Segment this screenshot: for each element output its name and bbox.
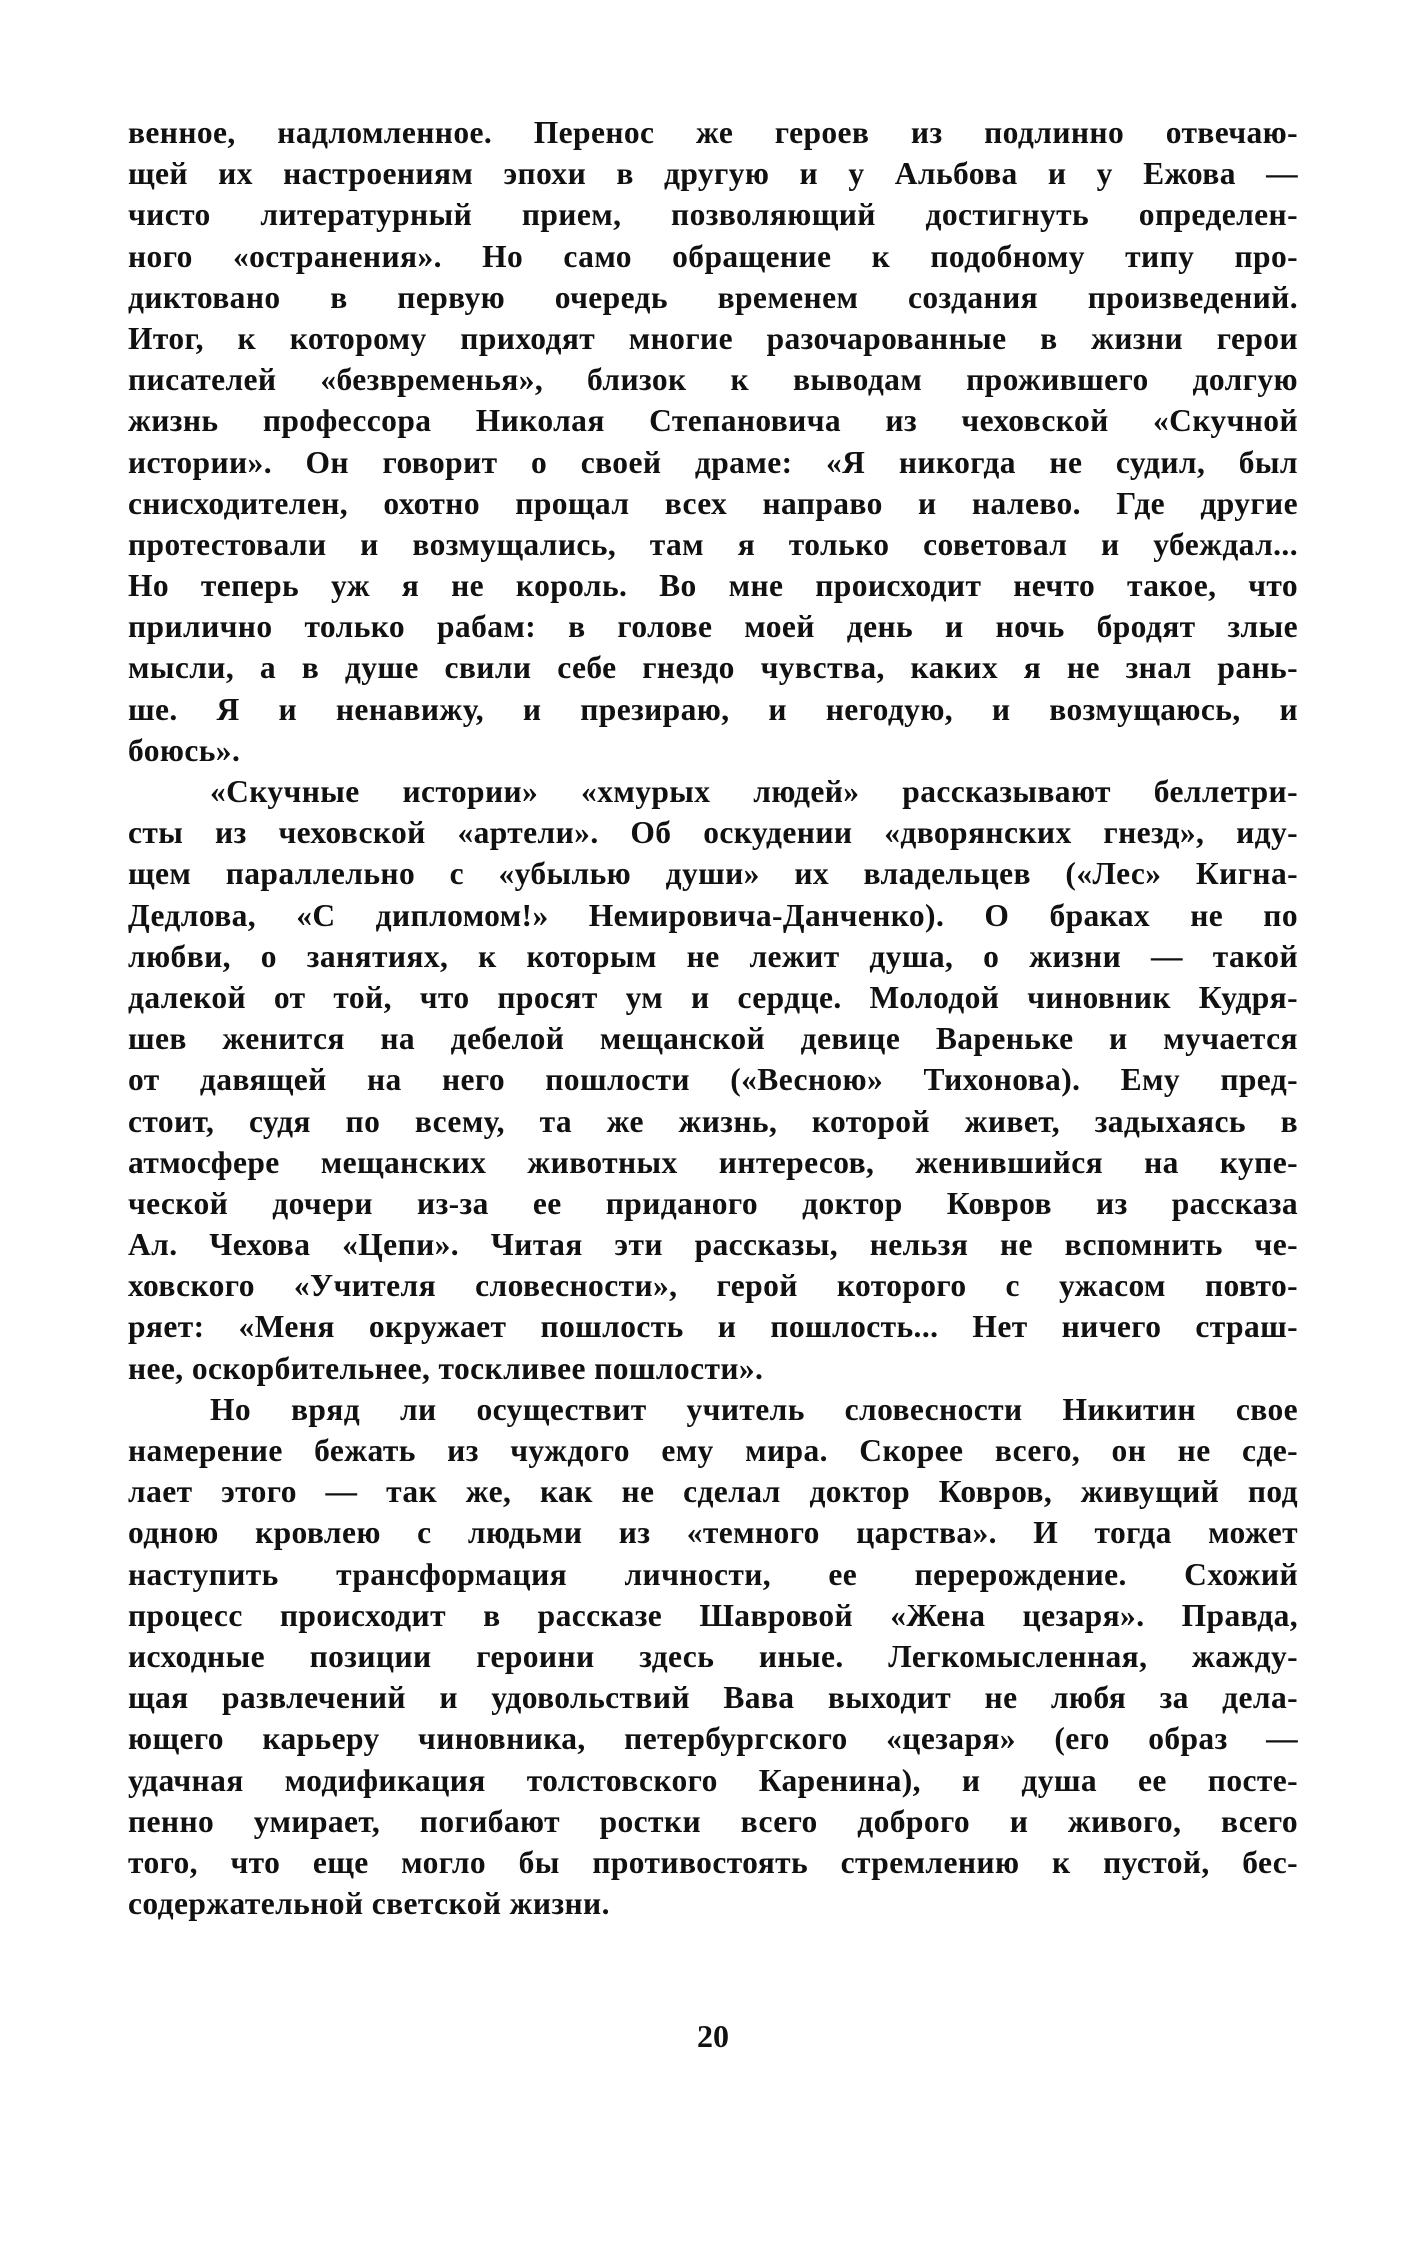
text-line: снисходителен, охотно прощал всех направо и налево. Где другие [128, 485, 1298, 521]
text-line: щей их настроениям эпохи в другую и у Альбова и у Ежова — [128, 156, 1298, 192]
text-line: атмосфере мещанских животных интересов, женившийся на купе- [128, 1144, 1298, 1180]
paragraph-2 [128, 771, 1298, 1389]
paragraph-1 [128, 112, 1298, 771]
text-line: нее, оскорбительнее, тоскливее пошлости». [128, 1350, 764, 1386]
text-line: одною кровлею с людьми из «темного царства». И тогда может [128, 1515, 1298, 1551]
text-line: мысли, а в душе свили себе гнездо чувства, каких я не знал рань- [128, 650, 1298, 686]
text-line: от давящей на него пошлости («Весною» Тихонова). Ему пред- [128, 1062, 1298, 1098]
text-line: удачная модификация толстовского Каренина), и душа ее посте- [128, 1762, 1298, 1798]
text-line: Но вряд ли осуществит учитель словесности Никитин свое [210, 1391, 1298, 1427]
text-line: щая развлечений и удовольствий Вава выходит не любя за дела- [128, 1680, 1298, 1716]
text-line: диктовано в первую очередь временем создания произведений. [128, 279, 1298, 315]
text-line: ше. Я и ненавижу, и презираю, и негодую, и возмущаюсь, и [128, 691, 1298, 727]
text-line: Ал. Чехова «Цепи». Читая эти рассказы, нельзя не вспомнить че- [128, 1227, 1298, 1263]
text-line: Итог, к которому приходят многие разочарованные в жизни герои [128, 320, 1298, 356]
text-line: того, что еще могло бы противостоять стремлению к пустой, бес- [128, 1844, 1298, 1880]
text-line: далекой от той, что просят ум и сердце. Молодой чиновник Кудря- [128, 979, 1298, 1015]
page-number: 20 [697, 2018, 729, 2054]
text-line: стоит, судя по всему, та же жизнь, которой живет, задыхаясь в [128, 1103, 1298, 1139]
text-line: любви, о занятиях, к которым не лежит душа, о жизни — такой [128, 938, 1298, 974]
text-line: ческой дочери из-за ее приданого доктор Ковров из рассказа [128, 1185, 1298, 1221]
text-line: пенно умирает, погибают ростки всего доброго и живого, всего [128, 1803, 1298, 1839]
text-line: щем параллельно с «убылью души» их владельцев («Лес» Кигна- [128, 856, 1298, 892]
text-line: Но теперь уж я не король. Во мне происходит нечто такое, что [128, 568, 1298, 604]
text-line: исходные позиции героини здесь иные. Легкомысленная, жажду- [128, 1638, 1298, 1674]
text-line: истории». Он говорит о своей драме: «Я никогда не судил, был [128, 444, 1298, 480]
text-line: намерение бежать из чуждого ему мира. Скорее всего, он не сде- [128, 1433, 1298, 1468]
text-line: прилично только рабам: в голове моей день и ночь бродят злые [128, 609, 1298, 645]
text-line: ющего карьеру чиновника, петербургского «цезаря» (его образ — [128, 1721, 1298, 1757]
text-line: сты из чеховской «артели». Об оскудении «дворянских гнезд», иду- [128, 815, 1298, 851]
text-line: «Скучные истории» «хмурых людей» рассказывают беллетри- [210, 774, 1298, 809]
text-line: содержательной светской жизни. [128, 1886, 610, 1922]
text-line: наступить трансформация личности, ее перерождение. Схожий [128, 1556, 1298, 1592]
text-line: Дедлова, «С дипломом!» Немировича-Данченко). О браках не по [128, 897, 1298, 933]
text-line: боюсь». [128, 732, 241, 768]
text-line: чисто литературный прием, позволяющий достигнуть определен- [128, 197, 1298, 233]
text-line: лает этого — так же, как не сделал доктор Ковров, живущий под [128, 1474, 1298, 1510]
text-line: писателей «безвременья», близок к выводам прожившего долгую [128, 362, 1298, 398]
text-line: ховского «Учителя словесности», герой которого с ужасом повто- [128, 1268, 1298, 1304]
paragraph-3 [128, 1389, 1298, 1924]
text-line: жизнь профессора Николая Степановича из чеховской «Скучной [128, 403, 1298, 439]
page-body [128, 112, 1298, 1924]
text-line: шев женится на дебелой мещанской девице Вареньке и мучается [128, 1021, 1298, 1057]
text-line: венное, надломленное. Перенос же героев из подлинно отвечаю- [128, 115, 1298, 150]
text-line: протестовали и возмущались, там я только советовал и убеждал... [128, 526, 1298, 562]
text-line: ного «остранения». Но само обращение к подобному типу про- [128, 238, 1298, 274]
text-line: процесс происходит в рассказе Шавровой «Жена цезаря». Правда, [128, 1597, 1298, 1633]
text-line: ряет: «Меня окружает пошлость и пошлость... Нет ничего страш- [128, 1309, 1298, 1345]
